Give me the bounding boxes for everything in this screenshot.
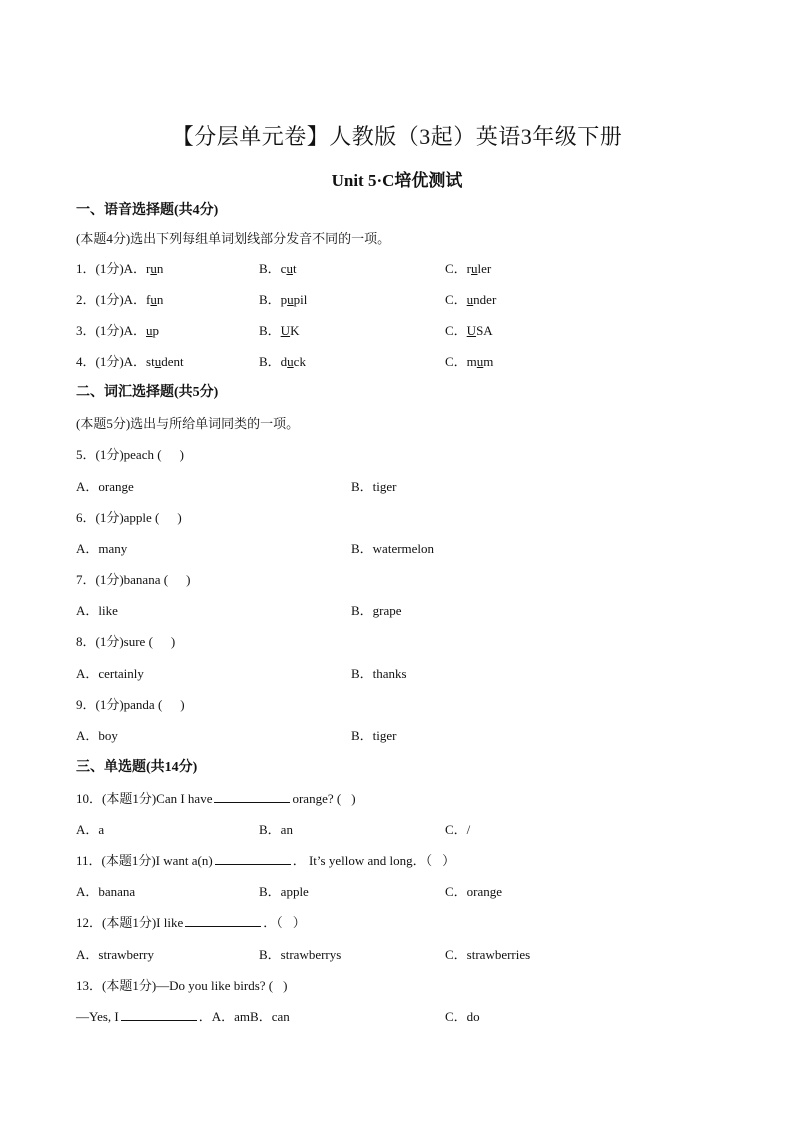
section-instruction-phonics: (本题4分)选出下列每组单词划线部分发音不同的一项。 — [76, 231, 391, 246]
worksheet-page: 【分层单元卷】人教版（3起）英语3年级下册 Unit 5·C培优测试 一、语音选择题(共4分) (本题4分)选出下列每组单词划线部分发音不同的一项。 1．(1分)A．run B．cut C．ruler 2．(1分)A．fun B．pupil C．under 3．(1分)A．up B．UK C．USA 4．(1分)A．student B．duck C．mum 二、词汇选择题(共5分) (本题5分)选出与所给单词同类的一项。 5．(1分)peach ( ) A．orange B．tiger 6．(1分)apple ( ) A．many B．watermelon 7．(1分)banana ( ) A．like B．grape 8．(1分)sure ( ) A．certainly B．thanks 9．(1分)panda ( ) A．boy B．tiger 三、单选题(共14分) 10．(本题1分)Can I have orange? ( ) A．a B．an C．/ 11．(本题1分)I want a(n) ． It’s yellow and long．（ ） A．banana B．apple C．orange 12．(本题1分)I like ．（ ） A．strawberry B．strawberrys C．strawberries 13．(本题1分)—Do you like birds? ( ) —Yes, I ．A．amB．can C．do — [0, 0, 794, 1123]
question-stem: 7．(1分)banana ( ) — [76, 572, 191, 587]
answer-blank[interactable] — [215, 853, 291, 865]
answer-blank[interactable] — [121, 1009, 197, 1021]
section-heading-phonics: 一、语音选择题(共4分) — [76, 203, 219, 218]
section-heading-vocabulary: 二、词汇选择题(共5分) — [76, 385, 219, 400]
section-heading-single-choice: 三、单选题(共14分) — [76, 760, 198, 775]
answer-blank[interactable] — [214, 791, 290, 803]
page-subtitle: Unit 5·C培优测试 — [331, 171, 463, 190]
question-stem: 13．(本题1分)—Do you like birds? ( ) — [76, 978, 288, 993]
page-title: 【分层单元卷】人教版（3起）英语3年级下册 — [171, 124, 623, 149]
question-stem: 11．(本题1分)I want a(n) ． It’s yellow and long．（ ） — [76, 853, 456, 868]
question-stem: 12．(本题1分)I like ．（ ） — [76, 915, 306, 930]
answer-blank[interactable] — [185, 915, 261, 927]
question-stem: 8．(1分)sure ( ) — [76, 634, 176, 649]
question-stem: 9．(1分)panda ( ) — [76, 697, 185, 712]
question-stem: 5．(1分)peach ( ) — [76, 447, 184, 462]
section-instruction-vocabulary: (本题5分)选出与所给单词同类的一项。 — [76, 416, 300, 431]
question-stem: 10．(本题1分)Can I have orange? ( ) — [76, 791, 356, 806]
question-stem: 6．(1分)apple ( ) — [76, 510, 182, 525]
